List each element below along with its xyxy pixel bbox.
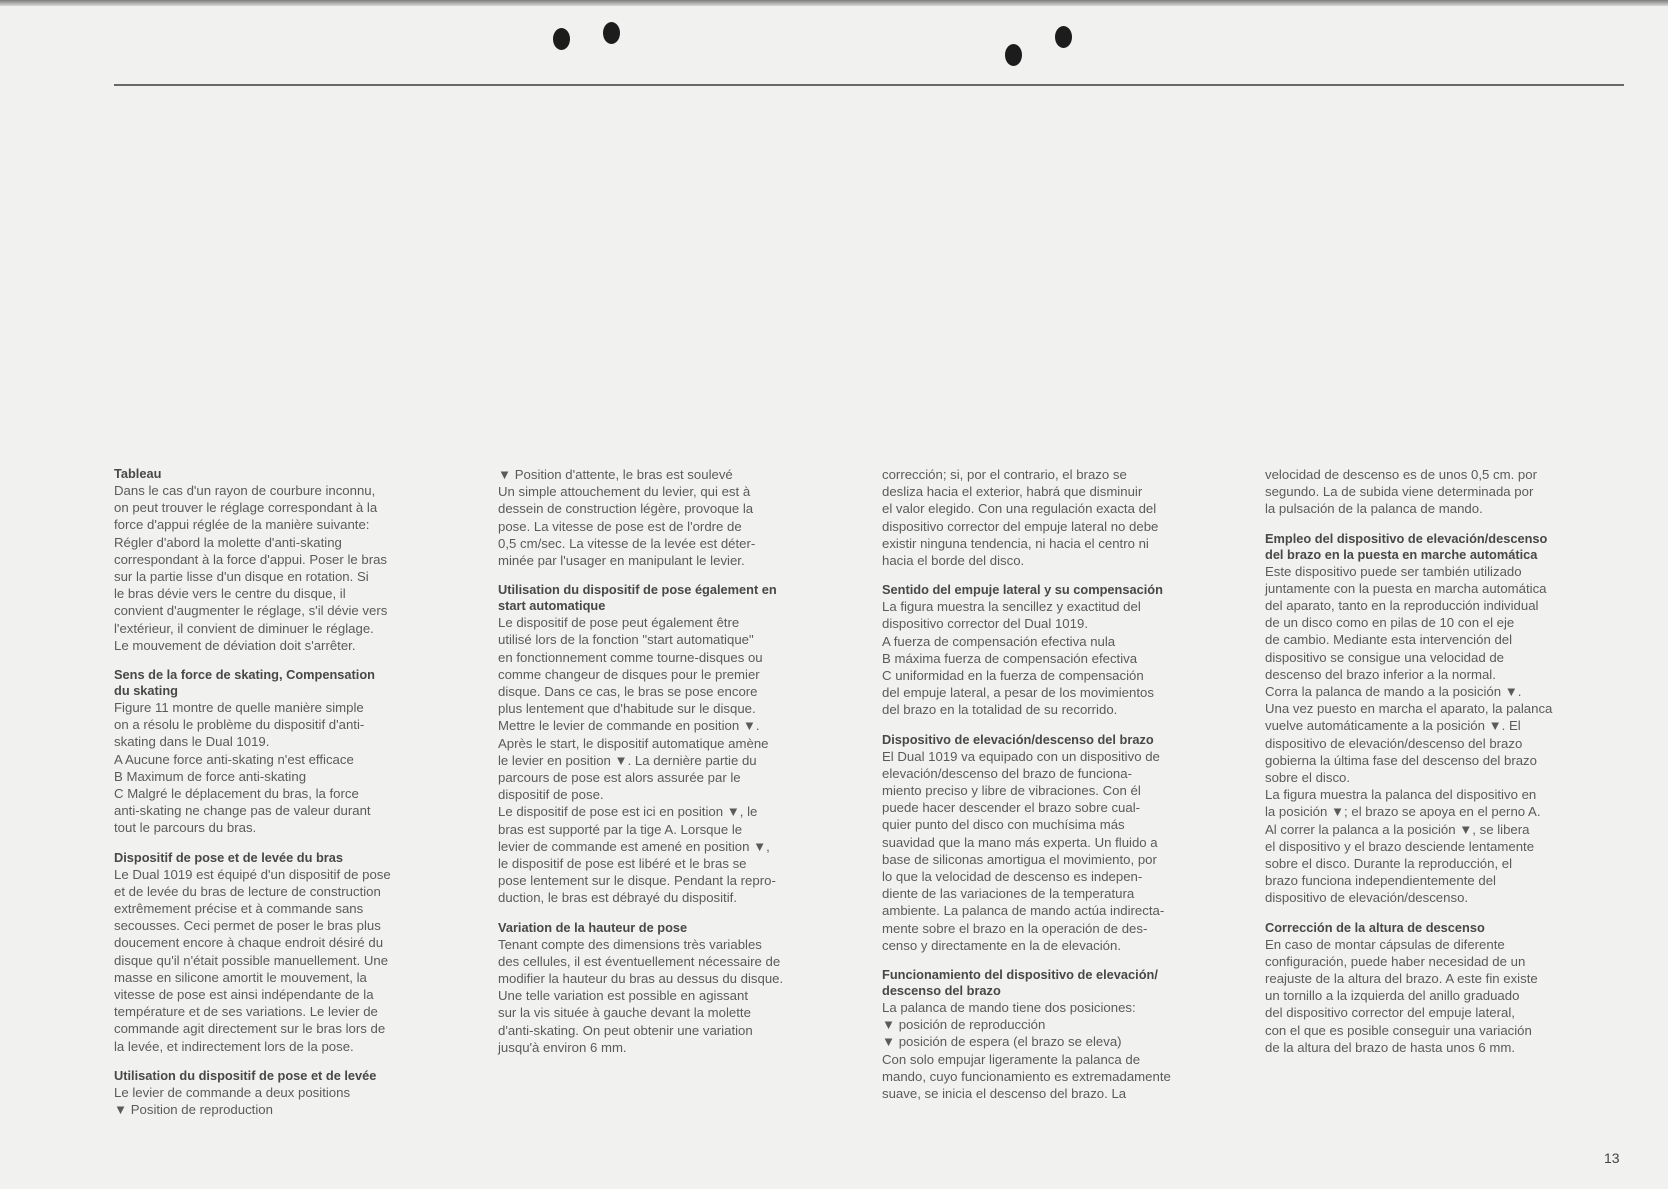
header-rule [114,84,1624,86]
section-body: corrección; si, por el contrario, el brazo se desliza hacia el exterior, habrá que disminuir el valor elegido. Con una regulación exacta del dispositivo corrector del empuje lateral no debe existir ninguna tendencia, ni hacia el centro ni hacia el borde del disco. [882,467,1159,569]
section-sens-force-skating [114,667,471,837]
section-start-automatique [498,582,855,906]
section-heading: Sens de la force de skating, Compensation du skating [114,667,375,699]
binding-hole [603,22,620,44]
section-heading: Variation de la hauteur de pose [498,919,688,935]
text-column-3 [882,466,1239,1102]
section-variation-hauteur [498,920,855,1056]
section-funcionamiento [882,967,1239,1102]
section-heading: Sentido del empuje lateral y su compensación [882,582,1163,598]
section-sentido-empuje [882,582,1239,718]
section-heading: Utilisation du dispositif de pose également en start automatique [498,582,777,614]
section-utilisation-dispositif [114,1068,471,1118]
page-top-shadow [0,0,1668,6]
section-body: Le levier de commande a deux positions ▼ Position de reproduction [114,1084,351,1118]
section-heading: Utilisation du dispositif de pose et de levée [114,1067,377,1083]
section-body: Figure 11 montre de quelle manière simple on a résolu le problème du dispositif d'anti- skating dans le Dual 1019. A Aucune force anti-skating n'est efficace B Maximum de force anti-skating C Malgré le déplacement du bras, la force anti-skating ne change pas de valeur durant tout le parcours du bras. [114,700,371,836]
section-dispositivo-elevacion [882,732,1239,954]
binding-hole [553,28,570,50]
text-column-1 [114,466,471,1118]
text-column-4 [1265,466,1622,1056]
section-body: En caso de montar cápsulas de diferente configuración, puede haber necesidad de un reajuste de la altura del brazo. A este fin existe un tornillo a la izquierda del anillo graduado del dispositivo corrector del empuje lateral, con el que es posible conseguir una variación de la altura del brazo de hasta unos 6 mm. [1265,936,1538,1055]
section-correccion-cont [882,466,1239,569]
section-velocidad-cont [1265,466,1622,518]
section-heading: Corrección de la altura de descenso [1265,919,1485,935]
section-body: El Dual 1019 va equipado con un dispositivo de elevación/descenso del brazo de funciona- miento preciso y libre de vibraciones. Con él puede hacer descender el brazo sobre cual- quier punto del disco con muchísima más suavidad que la mano más experta. Un fluido a base de siliconas amortigua el movimiento, por lo que la velocidad de descenso es indepen- diente de las variaciones de la temperatura ambiente. La palanca de mando actúa indirecta- mente sobre el brazo en la operación de des- censo y directamente en la de elevación. [882,748,1165,953]
section-dispositif-pose [114,850,471,1055]
section-body: Le Dual 1019 est équipé d'un dispositif de pose et de levée du bras de lecture de construction extrêmement précise et à commande sans secousses. Ceci permet de poser le bras plus doucement encore à chaque endroit désiré du disque qu'il n'était possible manuellement. Une masse en silicone amortit le mouvement, la vitesse de pose est ainsi indépendante de la température et de ses variations. Le levier de commande agit directement sur le bras lors de la levée, et indirectement lors de la pose. [114,866,391,1054]
section-heading: Funcionamiento del dispositivo de elevación/ descenso del brazo [882,967,1158,999]
section-body: La figura muestra la sencillez y exactitud del dispositivo corrector del Dual 1019. A fuerza de compensación efectiva nula B máxima fuerza de compensación efectiva C uniformidad en la fuerza de compensación del empuje lateral, a pesar de los movimientos del brazo en la totalidad de su recorrido. [882,599,1154,718]
section-body: Tenant compte des dimensions très variables des cellules, il est éventuellement nécessaire de modifier la hauteur du bras au dessus du disque. Une telle variation est possible en agissant sur la vis située à gauche devant la molette d'anti-skating. On peut obtenir une variation jusqu'à environ 6 mm. [498,936,784,1055]
section-heading: Dispositivo de elevación/descenso del brazo [882,731,1154,747]
binding-hole [1005,44,1022,66]
section-tableau [114,466,471,654]
section-heading: Empleo del dispositivo de elevación/descenso del brazo en la puesta en marche automática [1265,530,1548,562]
section-heading: Tableau [114,466,162,481]
section-body: Dans le cas d'un rayon de courbure inconnu, on peut trouver le réglage correspondant à la force d'appui réglée de la manière suivante: Régler d'abord la molette d'anti-skating correspondant à la force d'appui. Poser le bras sur la partie lisse d'un disque en rotation. Si le bras dévie vers le centre du disque, il convient d'augmenter le réglage, s'il dévie vers l'extérieur, il convient de diminuer le réglage. Le mouvement de déviation doit s'arrêter. [114,483,388,653]
section-empleo-dispositivo [1265,531,1622,907]
section-body: La palanca de mando tiene dos posiciones: ▼ posición de reproducción ▼ posición de espera (el brazo se eleva) Con solo empujar ligeramente la palanca de mando, cuyo funcionamiento es extremadamente suave, se inicia el descenso del brazo. La [882,1000,1171,1102]
section-position-attente [498,466,855,569]
page-number: 13 [1604,1150,1620,1166]
text-column-2 [498,466,855,1056]
section-correccion-altura [1265,920,1622,1056]
section-body: velocidad de descenso es de unos 0,5 cm. por segundo. La de subida viene determinada por la pulsación de la palanca de mando. [1265,467,1537,517]
section-body: Este dispositivo puede ser también utilizado juntamente con la puesta en marcha automática del aparato, tanto en la reproducción individual de un disco como en pilas de 10 con el eje de cambio. Mediante esta intervención del dispositivo se consigue una velocidad de descenso del brazo inferior a la normal. Corra la palanca de mando a la posición ▼. Una vez puesto en marcha el aparato, la palanca vuelve automáticamente a la posición ▼. El dispositivo de elevación/descenso del brazo gobierna la última fase del descenso del brazo sobre el disco. La figura muestra la palanca del dispositivo en la posición ▼; el brazo se apoya en el perno A. Al correr la palanca a la posición ▼, se libera el dispositivo y el brazo desciende lentamente sobre el disco. Durante la reproducción, el brazo funciona independientemente del dispositivo de elevación/descenso. [1265,563,1553,906]
section-heading: Dispositif de pose et de levée du bras [114,849,343,865]
section-body: ▼ Position d'attente, le bras est soulevé Un simple attouchement du levier, qui est à dessein de construction légère, provoque la pose. La vitesse de pose est de l'ordre de 0,5 cm/sec. La vitesse de la levée est déter- minée par l'usager en manipulant le levier. [498,467,756,569]
binding-hole [1055,26,1072,48]
section-body: Le dispositif de pose peut également être utilisé lors de la fonction "start automatique" en fonctionnement comme tourne-disques ou comme changeur de disques pour le premier disque. Dans ce cas, le bras se pose encore plus lentement que d'habitude sur le disque. Mettre le levier de commande en position ▼. Après le start, le dispositif automatique amène le levier en position ▼. La dernière partie du parcours de pose est alors assurée par le dispositif de pose. Le dispositif de pose est ici en position ▼, le bras est supporté par la tige A. Lorsque le levier de commande est amené en position ▼, le dispositif de pose est libéré et le bras se pose lentement sur le disque. Pendant la repro- duction, le bras est débrayé du dispositif. [498,615,776,906]
